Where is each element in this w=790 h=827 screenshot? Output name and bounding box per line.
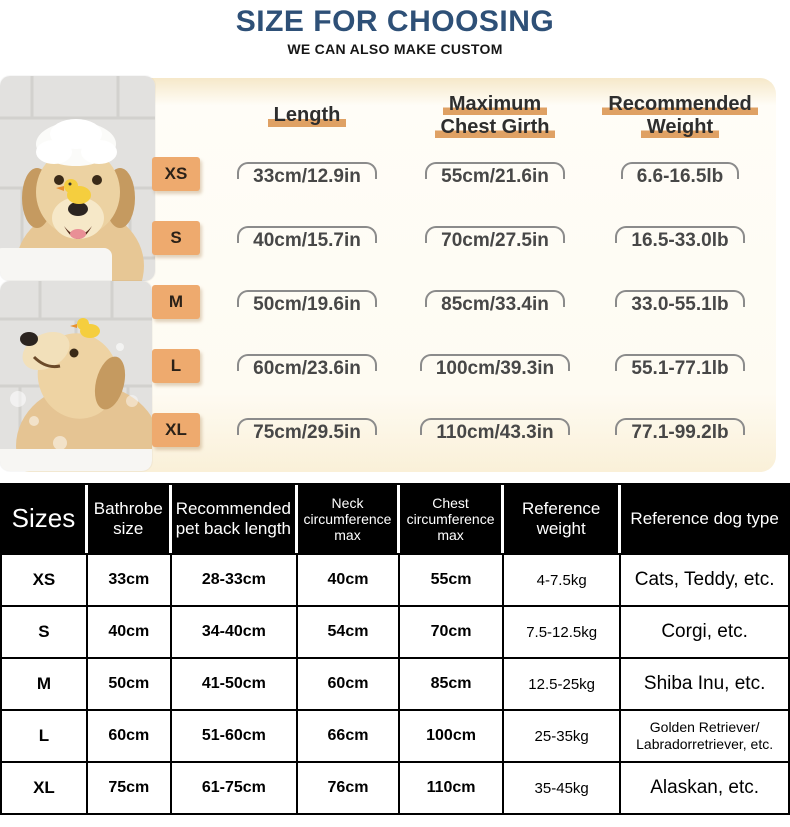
table-header-bathrobe-size: Bathrobe size <box>88 485 172 553</box>
cell-back-length: 41-50cm <box>172 657 298 709</box>
size-badge: XS <box>152 157 200 191</box>
cell-dog-type: Shiba Inu, etc. <box>621 657 788 709</box>
table-row-s <box>2 605 788 657</box>
table-header-reference-dog-type: Reference dog type <box>621 485 788 553</box>
bathtub-edge <box>0 449 152 471</box>
weight-value: 77.1-99.2lb <box>615 416 744 444</box>
cell-chest: 55cm <box>400 553 504 605</box>
cell-dog-type: Alaskan, etc. <box>621 761 788 813</box>
cell-neck: 60cm <box>298 657 400 709</box>
dog-bathing-illustration <box>0 281 152 471</box>
weight-value: 16.5-33.0lb <box>615 224 744 252</box>
size-row-xl <box>143 413 209 447</box>
dog-eye <box>92 175 102 185</box>
size-row-s <box>143 221 209 255</box>
dog-with-shower-cap-illustration <box>0 76 155 281</box>
table-header-row <box>2 485 788 553</box>
cell-back-length: 51-60cm <box>172 709 298 761</box>
length-value: 60cm/23.6in <box>237 352 377 380</box>
page-header <box>0 0 790 62</box>
dog-eye <box>70 349 79 358</box>
cell-size: M <box>2 657 88 709</box>
chest-girth-value: 110cm/43.3in <box>420 416 569 444</box>
cell-neck: 40cm <box>298 553 400 605</box>
cell-weight: 12.5-25kg <box>504 657 621 709</box>
cell-back-length: 34-40cm <box>172 605 298 657</box>
cell-bathrobe-size: 40cm <box>88 605 172 657</box>
dog-tongue <box>70 229 86 239</box>
size-guide-section <box>0 62 790 483</box>
table-row-l <box>2 709 788 761</box>
dog-eye <box>54 175 64 185</box>
dog-photo-2 <box>0 281 152 471</box>
cell-neck: 76cm <box>298 761 400 813</box>
length-value: 75cm/29.5in <box>237 416 377 444</box>
chest-girth-value: 100cm/39.3in <box>420 352 570 380</box>
cell-weight: 4-7.5kg <box>504 553 621 605</box>
cell-weight: 7.5-12.5kg <box>504 605 621 657</box>
table-header-neck-circumference: Neck circumference max <box>298 485 400 553</box>
cell-neck: 66cm <box>298 709 400 761</box>
cell-bathrobe-size: 75cm <box>88 761 172 813</box>
length-value: 33cm/12.9in <box>237 160 377 188</box>
cell-neck: 54cm <box>298 605 400 657</box>
chest-girth-value: 85cm/33.4in <box>425 288 565 316</box>
cell-weight: 35-45kg <box>504 761 621 813</box>
column-header-chest-girth <box>435 93 556 140</box>
cell-dog-type: Cats, Teddy, etc. <box>621 553 788 605</box>
cell-size: XL <box>2 761 88 813</box>
table-header-sizes: Sizes <box>2 485 88 553</box>
size-row-xs <box>143 157 209 191</box>
bathtub-edge <box>0 248 112 281</box>
cell-dog-type: Golden Retriever/ Labradorretriever, etc. <box>621 709 788 761</box>
cell-size: L <box>2 709 88 761</box>
table-header-reference-weight: Reference weight <box>504 485 621 553</box>
column-header-line: Chest Girth <box>435 116 556 139</box>
weight-value: 33.0-55.1lb <box>615 288 744 316</box>
size-badge: XL <box>152 413 200 447</box>
size-row-m <box>143 285 209 319</box>
column-header-line: Weight <box>641 116 719 139</box>
cell-bathrobe-size: 33cm <box>88 553 172 605</box>
chest-girth-value: 55cm/21.6in <box>425 160 565 188</box>
cell-dog-type: Corgi, etc. <box>621 605 788 657</box>
column-header-line: Recommended <box>602 93 757 116</box>
cell-back-length: 28-33cm <box>172 553 298 605</box>
length-value: 40cm/15.7in <box>237 224 377 252</box>
cell-bathrobe-size: 50cm <box>88 657 172 709</box>
size-table <box>0 483 790 815</box>
table-header-chest-circumference: Chest circumference max <box>400 485 504 553</box>
table-header-back-length: Recommended pet back length <box>172 485 298 553</box>
size-row-l <box>143 349 209 383</box>
cell-chest: 85cm <box>400 657 504 709</box>
length-value: 50cm/19.6in <box>237 288 377 316</box>
cell-size: XS <box>2 553 88 605</box>
cell-back-length: 61-75cm <box>172 761 298 813</box>
cell-chest: 110cm <box>400 761 504 813</box>
dog-nose <box>20 332 38 346</box>
table-row-xs <box>2 553 788 605</box>
size-badge: M <box>152 285 200 319</box>
chest-girth-value: 70cm/27.5in <box>425 224 565 252</box>
cell-size: S <box>2 605 88 657</box>
column-header-length <box>268 104 347 127</box>
cell-chest: 100cm <box>400 709 504 761</box>
size-badge: S <box>152 221 200 255</box>
size-guide-grid <box>143 90 775 462</box>
dog-photo-1 <box>0 76 155 281</box>
column-header-weight <box>602 93 757 140</box>
dog-nose <box>68 202 88 216</box>
table-row-xl <box>2 761 788 813</box>
cell-chest: 70cm <box>400 605 504 657</box>
size-badge: L <box>152 349 200 383</box>
weight-value: 55.1-77.1lb <box>615 352 744 380</box>
cell-weight: 25-35kg <box>504 709 621 761</box>
table-row-m <box>2 657 788 709</box>
column-header-line: Length <box>268 104 347 127</box>
page-title: SIZE FOR CHOOSING <box>235 5 555 38</box>
cell-bathrobe-size: 60cm <box>88 709 172 761</box>
page-subtitle: WE CAN ALSO MAKE CUSTOM <box>287 41 503 57</box>
column-header-line: Maximum <box>443 93 547 116</box>
weight-value: 6.6-16.5lb <box>621 160 740 188</box>
